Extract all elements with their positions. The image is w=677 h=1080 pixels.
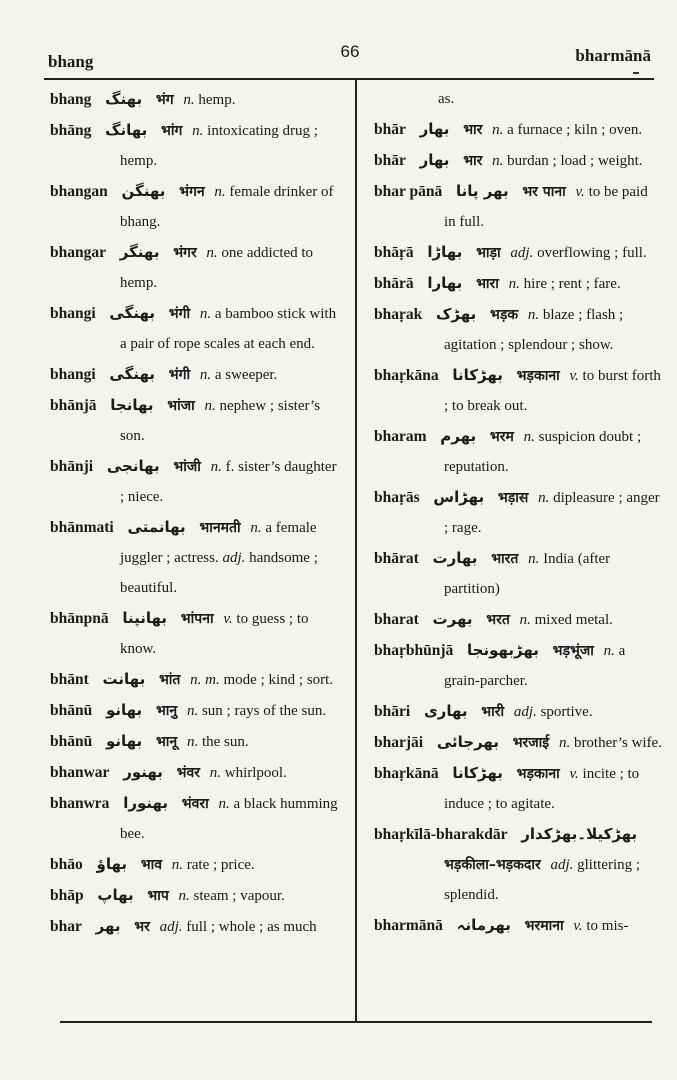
- hindi-script: भड़ास: [497, 490, 529, 506]
- hindi-script: भंवर: [176, 765, 200, 781]
- urdu-script: بھنگن: [121, 182, 166, 200]
- definition: mode ; kind ; sort.: [223, 672, 334, 688]
- hindi-script: भरत: [486, 612, 510, 628]
- dictionary-entry: [50, 849, 343, 880]
- hindi-script: भरजाई: [512, 735, 550, 751]
- hindi-script: भांपना: [180, 611, 214, 627]
- definition: to mis-: [586, 918, 629, 934]
- dictionary-entry: [374, 114, 662, 145]
- dictionary-entry: [50, 390, 343, 451]
- urdu-script: بھارا: [427, 274, 463, 292]
- urdu-script: بھنور: [123, 763, 163, 781]
- definition: mixed metal.: [534, 612, 613, 628]
- urdu-script: بھانگ: [105, 121, 148, 139]
- hindi-script: भारी: [481, 704, 505, 720]
- definition: a grain-parcher.: [444, 643, 626, 689]
- part-of-speech: n.: [178, 888, 190, 904]
- definition: overflowing ; full.: [537, 245, 647, 261]
- headword: bhānt: [50, 671, 89, 688]
- headword: bhānmati: [50, 519, 114, 536]
- part-of-speech: v.: [569, 766, 579, 782]
- headword: bhānpnā: [50, 610, 109, 627]
- part-of-speech: n.: [523, 429, 535, 445]
- header-tick: [633, 72, 639, 74]
- urdu-script: بھانو: [105, 732, 143, 750]
- part-of-speech: n.: [250, 520, 262, 536]
- hindi-script: भाव: [140, 857, 163, 873]
- part-of-speech: n.: [192, 123, 204, 139]
- definition: blaze ; flash ; agitation ; splendour ; show.: [444, 307, 624, 353]
- part-of-speech: n.: [206, 245, 218, 261]
- definition: India (after partition): [444, 551, 611, 597]
- dictionary-entry: [50, 788, 343, 849]
- definition: to be paid in full.: [444, 184, 648, 230]
- headword: bhāng: [50, 122, 92, 139]
- definition: full ; whole ; as much: [186, 919, 317, 935]
- hindi-script: भंगी: [168, 306, 191, 322]
- urdu-script: بھرم: [440, 427, 477, 445]
- headword: bhanwar: [50, 764, 110, 781]
- dictionary-entry: [50, 603, 343, 664]
- headword: bhangan: [50, 183, 108, 200]
- urdu-script: بھرجائی: [436, 733, 499, 751]
- dictionary-entry: [374, 145, 662, 176]
- dictionary-entry: [50, 664, 343, 695]
- headword: bhāri: [374, 703, 411, 720]
- right-guide-word: bharmānā: [575, 46, 651, 65]
- dictionary-entry: [374, 176, 662, 237]
- definition: a bamboo stick with a pair of rope scales at each end.: [120, 306, 337, 352]
- definition: sportive.: [540, 704, 593, 720]
- dictionary-entry: [374, 727, 662, 758]
- headword: bhaṛkāna: [374, 367, 439, 384]
- urdu-script: بھانت: [102, 670, 146, 688]
- part-of-speech: adj.: [510, 245, 534, 261]
- hindi-script: भड़कीला–भड़कदार: [444, 857, 541, 873]
- part-of-speech: n.: [186, 703, 199, 719]
- left-guide-word: bhang: [48, 52, 94, 71]
- hindi-script: भर पाना: [522, 184, 566, 200]
- hindi-script: भाड़ा: [476, 245, 501, 261]
- part-of-speech: n.: [527, 307, 540, 323]
- urdu-script: بھر پانا: [455, 182, 509, 200]
- urdu-script: بھڑکیلا۔بھڑکدار: [521, 825, 638, 843]
- headword: bhang: [50, 91, 92, 108]
- part-of-speech: n.: [199, 306, 212, 322]
- urdu-script: بھنگر: [119, 243, 160, 261]
- urdu-script: بھانجا: [110, 396, 154, 414]
- urdu-script: بھانپنا: [122, 609, 168, 627]
- dictionary-entry: [374, 299, 662, 360]
- part-of-speech: adj.: [159, 919, 183, 935]
- part-of-speech: n.: [210, 459, 222, 475]
- hindi-script: भानु: [155, 703, 178, 719]
- headword: bhaṛkīlā-bharakdār: [374, 826, 508, 843]
- headword: bharat: [374, 611, 419, 628]
- definition: a furnace ; kiln ; oven.: [507, 122, 643, 138]
- headword: bhar pānā: [374, 183, 443, 200]
- part-of-speech: n.: [492, 122, 504, 138]
- urdu-script: بھانو: [105, 701, 143, 719]
- urdu-script: بھاری: [423, 702, 468, 720]
- definition: f. sister’s daughter ; niece.: [120, 459, 337, 505]
- hindi-script: भाप: [147, 888, 169, 904]
- dictionary-entry: [50, 695, 343, 726]
- hindi-script: भंगन: [179, 184, 205, 200]
- urdu-script: بھنورا: [123, 794, 169, 812]
- definition: female drinker of bhang.: [120, 184, 334, 230]
- hindi-script: भांजा: [167, 398, 195, 414]
- hindi-script: भर: [134, 919, 150, 935]
- headword: bhāṛā: [374, 244, 414, 261]
- dictionary-entry: [374, 482, 662, 543]
- dictionary-entry: [374, 268, 662, 299]
- dictionary-entry: [374, 910, 662, 941]
- dictionary-entry: [50, 757, 343, 788]
- headword: bharam: [374, 428, 427, 445]
- definition: the sun.: [201, 734, 249, 750]
- part-of-speech: n.: [603, 643, 615, 659]
- headword: bhānjā: [50, 397, 97, 414]
- hindi-script: भानू: [155, 734, 178, 750]
- hindi-script: भार: [463, 122, 483, 138]
- definition: sun ; rays of the sun.: [201, 703, 327, 719]
- urdu-script: بھنگی: [109, 365, 155, 383]
- part-of-speech: n.: [558, 735, 571, 751]
- hindi-script: भड़भूंजा: [552, 643, 594, 659]
- headword: bhangi: [50, 305, 96, 322]
- urdu-script: بھانجی: [106, 457, 160, 475]
- definition: rate ; price.: [186, 857, 255, 873]
- dictionary-entry: [50, 726, 343, 757]
- hindi-script: भानमती: [199, 520, 241, 536]
- urdu-script: بھڑک: [436, 305, 477, 323]
- right-column: [374, 84, 662, 941]
- dictionary-entry: [374, 696, 662, 727]
- dictionary-entry: [374, 421, 662, 482]
- definition: steam ; vapour.: [193, 888, 285, 904]
- urdu-script: بھانمتی: [127, 518, 186, 536]
- dictionary-entry: [50, 115, 343, 176]
- headword: bharjāi: [374, 734, 424, 751]
- part-of-speech: n.: [199, 367, 212, 383]
- part-of-speech: adj.: [513, 704, 537, 720]
- urdu-script: بھڑبھونجا: [467, 641, 539, 659]
- definition: handsome ; beautiful.: [120, 550, 318, 596]
- headword: bhāo: [50, 856, 83, 873]
- definition: to guess ; to know.: [120, 611, 309, 657]
- definition: brother’s wife.: [573, 735, 662, 751]
- top-rule: [44, 78, 654, 80]
- dictionary-entry: [374, 819, 662, 910]
- headword: bhānū: [50, 702, 93, 719]
- hindi-script: भांग: [161, 123, 183, 139]
- headword: bhār: [374, 121, 406, 138]
- part-of-speech: v.: [569, 368, 579, 384]
- definition: whirlpool.: [224, 765, 287, 781]
- part-of-speech: n.: [186, 734, 199, 750]
- dictionary-entry: [50, 911, 343, 942]
- definition: burdan ; load ; weight.: [507, 153, 643, 169]
- page-number: 66: [340, 42, 360, 61]
- hindi-script: भड़काना: [516, 766, 560, 782]
- part-of-speech: n.: [204, 398, 216, 414]
- part-of-speech: n.: [218, 796, 230, 812]
- definition: a female juggler ; actress.: [120, 520, 317, 566]
- hindi-script: भड़क: [489, 307, 519, 323]
- definition: glittering ; splendid.: [444, 857, 641, 903]
- hindi-script: भारत: [491, 551, 519, 567]
- part-of-speech: n.: [214, 184, 226, 200]
- urdu-script: بھڑکانا: [452, 764, 503, 782]
- definition: intoxicating drug ; hemp.: [120, 123, 318, 169]
- bottom-rule: [60, 1021, 652, 1023]
- dictionary-entry: [50, 176, 343, 237]
- hindi-script: भांजी: [173, 459, 201, 475]
- part-of-speech: n.: [171, 857, 184, 873]
- definition: incite ; to induce ; to agitate.: [444, 766, 640, 812]
- dictionary-entry: [374, 237, 662, 268]
- urdu-script: بھڑاس: [433, 488, 485, 506]
- urdu-script: بھنگ: [105, 90, 143, 108]
- urdu-script: بھنگی: [109, 304, 155, 322]
- headword: bhaṛbhūnjā: [374, 642, 454, 659]
- headword: bhaṛās: [374, 489, 420, 506]
- hindi-script: भारा: [476, 276, 499, 292]
- definition: hire ; rent ; fare.: [523, 276, 621, 292]
- urdu-script: بھر: [95, 917, 121, 935]
- hindi-script: भड़काना: [516, 368, 560, 384]
- headword: bhanwra: [50, 795, 110, 812]
- part-of-speech: n.: [528, 551, 540, 567]
- part-of-speech: adj.: [222, 550, 246, 566]
- dictionary-entry: [50, 359, 343, 390]
- urdu-script: بھرت: [432, 610, 473, 628]
- headword: bhaṛak: [374, 306, 423, 323]
- dictionary-entry: [374, 543, 662, 604]
- urdu-script: بھرمانہ: [456, 916, 511, 934]
- urdu-script: بھاؤ: [96, 855, 127, 873]
- definition: a black humming bee.: [120, 796, 338, 842]
- headword: bhār: [374, 152, 406, 169]
- dictionary-entry: [50, 512, 343, 603]
- part-of-speech: n.: [183, 92, 195, 108]
- definition: one addicted to hemp.: [120, 245, 314, 291]
- dictionary-entry: [50, 298, 343, 359]
- left-column: [50, 84, 343, 942]
- page-header: [0, 0, 677, 80]
- part-of-speech: v.: [575, 184, 585, 200]
- hindi-script: भरमाना: [524, 918, 564, 934]
- headword: bhārā: [374, 275, 414, 292]
- definition: dipleasure ; anger ; rage.: [444, 490, 660, 536]
- urdu-script: بھارت: [432, 549, 478, 567]
- part-of-speech: adj.: [550, 857, 574, 873]
- headword: bhānji: [50, 458, 94, 475]
- urdu-script: بھاپ: [97, 886, 134, 904]
- dictionary-entry: [50, 880, 343, 911]
- hindi-script: भांत: [158, 672, 181, 688]
- headword: bharmānā: [374, 917, 443, 934]
- definition: nephew ; sister’s son.: [120, 398, 321, 444]
- part-of-speech: n.: [508, 276, 520, 292]
- part-of-speech: v.: [223, 611, 233, 627]
- hindi-script: भंग: [155, 92, 174, 108]
- definition: hemp.: [198, 92, 236, 108]
- headword: bhānū: [50, 733, 93, 750]
- continuation-text: as.: [438, 91, 455, 107]
- hindi-script: भार: [463, 153, 483, 169]
- definition: to burst forth ; to break out.: [444, 368, 661, 414]
- dictionary-entry: [374, 758, 662, 819]
- part-of-speech: v.: [573, 918, 583, 934]
- headword: bhar: [50, 918, 82, 935]
- urdu-script: بھار: [419, 120, 450, 138]
- definition: a sweeper.: [214, 367, 278, 383]
- dictionary-entry: [50, 84, 343, 115]
- headword: bhangi: [50, 366, 96, 383]
- dictionary-entry: [50, 451, 343, 512]
- dictionary-entry: [374, 360, 662, 421]
- headword: bhaṛkānā: [374, 765, 439, 782]
- dictionary-entry: [374, 604, 662, 635]
- urdu-script: بھڑکانا: [452, 366, 503, 384]
- definition: suspicion doubt ; reputation.: [444, 429, 642, 475]
- part-of-speech: n.: [209, 765, 221, 781]
- headword: bhārat: [374, 550, 419, 567]
- part-of-speech: n.: [492, 153, 504, 169]
- part-of-speech: n.: [519, 612, 531, 628]
- urdu-script: بھار: [419, 151, 450, 169]
- part-of-speech: n.: [538, 490, 550, 506]
- hindi-script: भंगर: [173, 245, 197, 261]
- dictionary-entry: [50, 237, 343, 298]
- part-of-speech: n. m.: [190, 672, 220, 688]
- dictionary-entry: [374, 635, 662, 696]
- column-divider: [355, 80, 357, 1022]
- headword: bhangar: [50, 244, 106, 261]
- urdu-script: بھاڑا: [427, 243, 463, 261]
- hindi-script: भंगी: [168, 367, 191, 383]
- headword: bhāp: [50, 887, 84, 904]
- hindi-script: भंवरा: [181, 796, 209, 812]
- hindi-script: भरम: [489, 429, 514, 445]
